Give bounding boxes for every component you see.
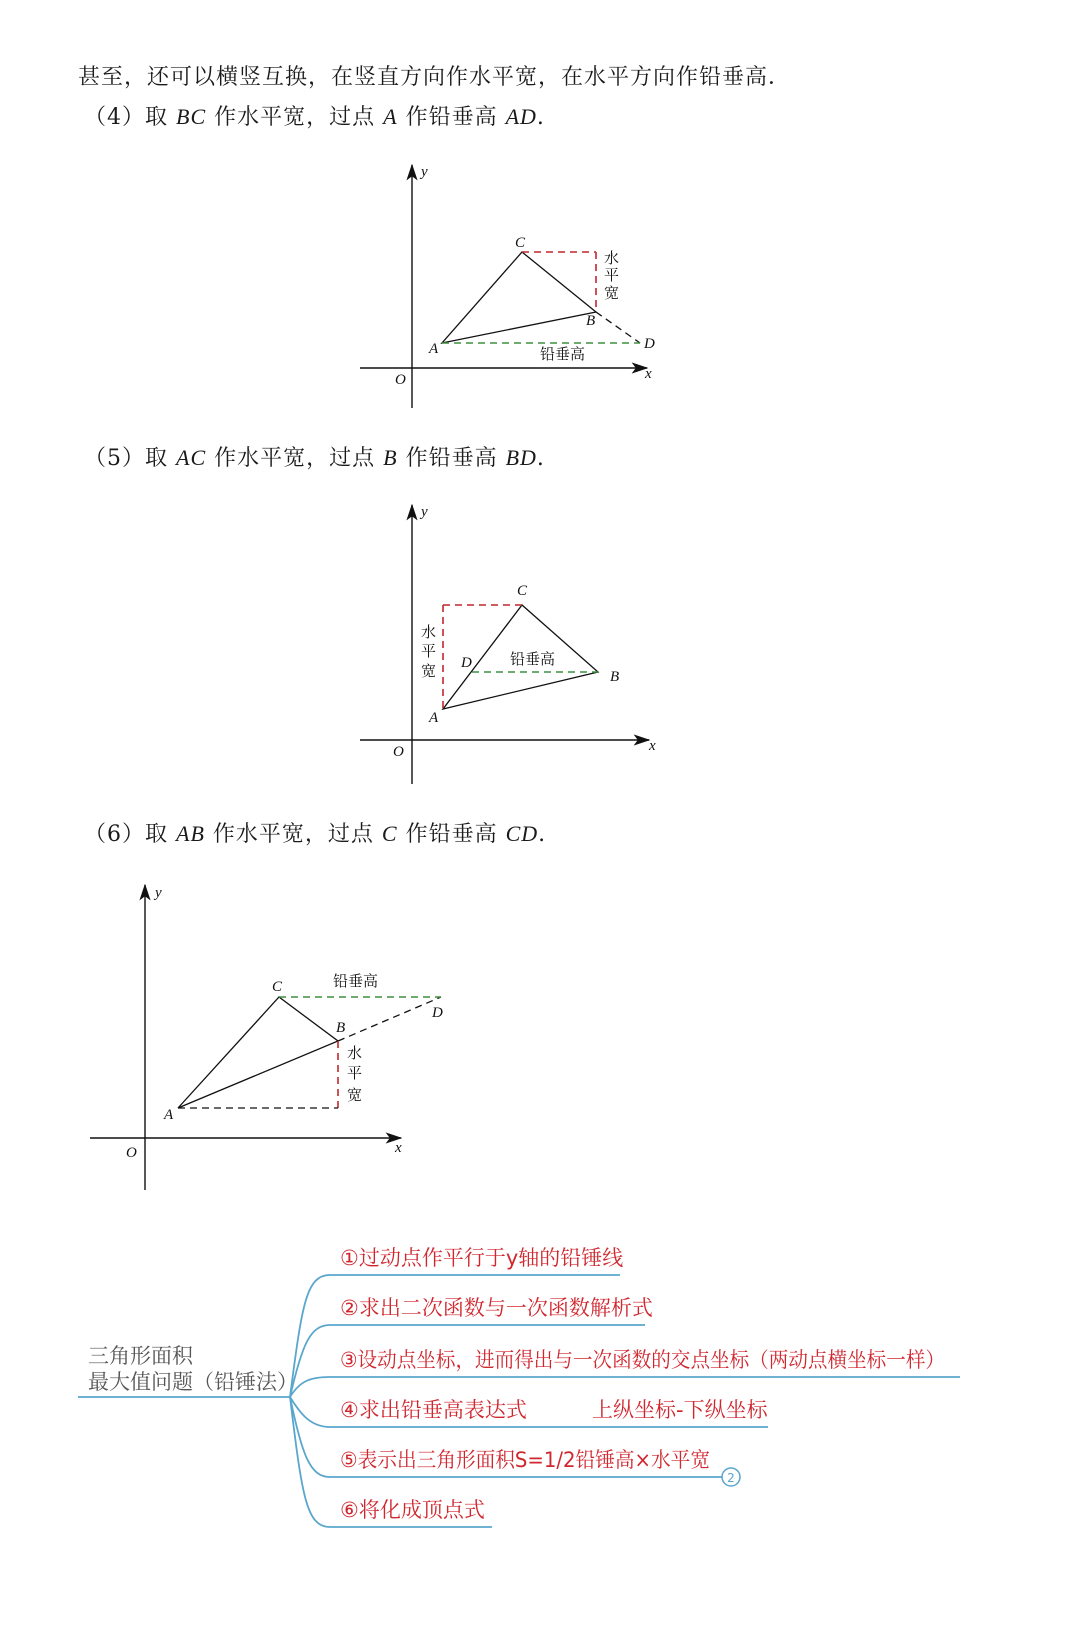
case-6-point: C — [381, 821, 398, 846]
badge-number: 2 — [727, 1471, 735, 1485]
x-label: x — [649, 738, 656, 754]
width-label-1: 水 — [421, 623, 437, 641]
case-4-point: A — [383, 104, 398, 129]
point-d-label: D — [432, 1005, 443, 1021]
case-4-post: 作铅垂高 — [397, 105, 506, 130]
bd-extension — [596, 312, 640, 343]
point-b-label: B — [336, 1020, 346, 1036]
step-3: ③设动点坐标，进而得出与一次函数的交点坐标（两动点横坐标一样） — [340, 1348, 989, 1372]
mindmap-root-line2: 最大值问题（铅锤法） — [88, 1370, 298, 1394]
case-5-seg2: BD — [505, 445, 537, 470]
figure-6 — [85, 880, 465, 1200]
case-4-pre: 取 — [145, 105, 176, 130]
triangle-abc — [442, 252, 596, 343]
step-6: ⑥将化成顶点式 — [340, 1498, 485, 1522]
y-label: y — [421, 164, 428, 180]
figure-5 — [355, 500, 675, 790]
ab-extension — [338, 997, 441, 1041]
width-label-2: 平 — [604, 266, 620, 284]
case-6-end: . — [538, 822, 547, 847]
case-4-mid: 作水平宽，过点 — [206, 105, 384, 130]
case-4-num: （4） — [84, 105, 145, 130]
width-label-1: 水 — [604, 249, 620, 267]
step-4: ④求出铅垂高表达式 — [340, 1398, 527, 1422]
case-5-heading — [84, 441, 545, 472]
width-label-3: 宽 — [347, 1086, 363, 1104]
width-label-1: 水 — [347, 1044, 363, 1062]
intro-text: 甚至，还可以横竖互换，在竖直方向作水平宽，在水平方向作铅垂高． — [78, 65, 792, 90]
origin-label: O — [393, 744, 404, 760]
branch-3 — [290, 1377, 960, 1397]
case-5-pre: 取 — [145, 446, 176, 471]
width-label-3: 宽 — [604, 284, 620, 302]
case-4-heading — [84, 100, 545, 131]
point-c-label: C — [272, 979, 283, 995]
origin-label: O — [126, 1145, 137, 1161]
step-5: ⑤表示出三角形面积S=1/2铅锤高×水平宽 — [340, 1448, 710, 1472]
point-c-label: C — [515, 235, 526, 251]
branch-1 — [290, 1275, 620, 1397]
width-label-3: 宽 — [421, 662, 437, 680]
case-5-point: B — [383, 445, 398, 470]
triangle-abc — [178, 997, 338, 1108]
point-a-label: A — [429, 710, 439, 726]
point-a-label: A — [164, 1107, 174, 1123]
case-6-pre: 取 — [145, 822, 176, 847]
x-label: x — [645, 366, 652, 382]
step-2: ②求出二次函数与一次函数解析式 — [340, 1296, 653, 1320]
case-5-seg1: AC — [176, 445, 207, 470]
width-label-2: 平 — [421, 642, 437, 660]
x-label: x — [395, 1140, 402, 1156]
origin-label: O — [395, 372, 406, 388]
y-label: y — [421, 504, 428, 520]
case-4-seg1: BC — [176, 104, 207, 129]
width-label-2: 平 — [347, 1064, 363, 1082]
case-6-heading — [84, 817, 546, 848]
point-c-label: C — [517, 583, 528, 599]
point-a-label: A — [429, 341, 439, 357]
height-label: 铅垂高 — [510, 650, 556, 668]
height-label: 铅垂高 — [540, 345, 586, 363]
case-6-seg2: CD — [505, 821, 539, 846]
y-label: y — [155, 885, 162, 901]
case-5-post: 作铅垂高 — [397, 446, 506, 471]
case-5-mid: 作水平宽，过点 — [206, 446, 384, 471]
step-4-extra: 上纵坐标-下纵坐标 — [592, 1398, 768, 1422]
case-6-seg1: AB — [176, 821, 205, 846]
case-5-num: （5） — [84, 446, 145, 471]
case-6-num: （6） — [84, 822, 145, 847]
case-6-post: 作铅垂高 — [397, 822, 506, 847]
height-label: 铅垂高 — [333, 972, 379, 990]
point-d-label: D — [644, 336, 655, 352]
figure-4 — [355, 160, 675, 415]
mindmap-root-line1: 三角形面积 — [88, 1344, 193, 1368]
case-4-end: . — [536, 105, 545, 130]
case-6-mid: 作水平宽，过点 — [204, 822, 382, 847]
point-d-label: D — [461, 655, 472, 671]
step-1: ①过动点作平行于y轴的铅锤线 — [340, 1246, 624, 1270]
case-4-seg2: AD — [505, 104, 537, 129]
point-b-label: B — [610, 669, 620, 685]
mindmap — [0, 1215, 1080, 1635]
point-b-label: B — [586, 313, 596, 329]
case-5-end: . — [536, 446, 545, 471]
